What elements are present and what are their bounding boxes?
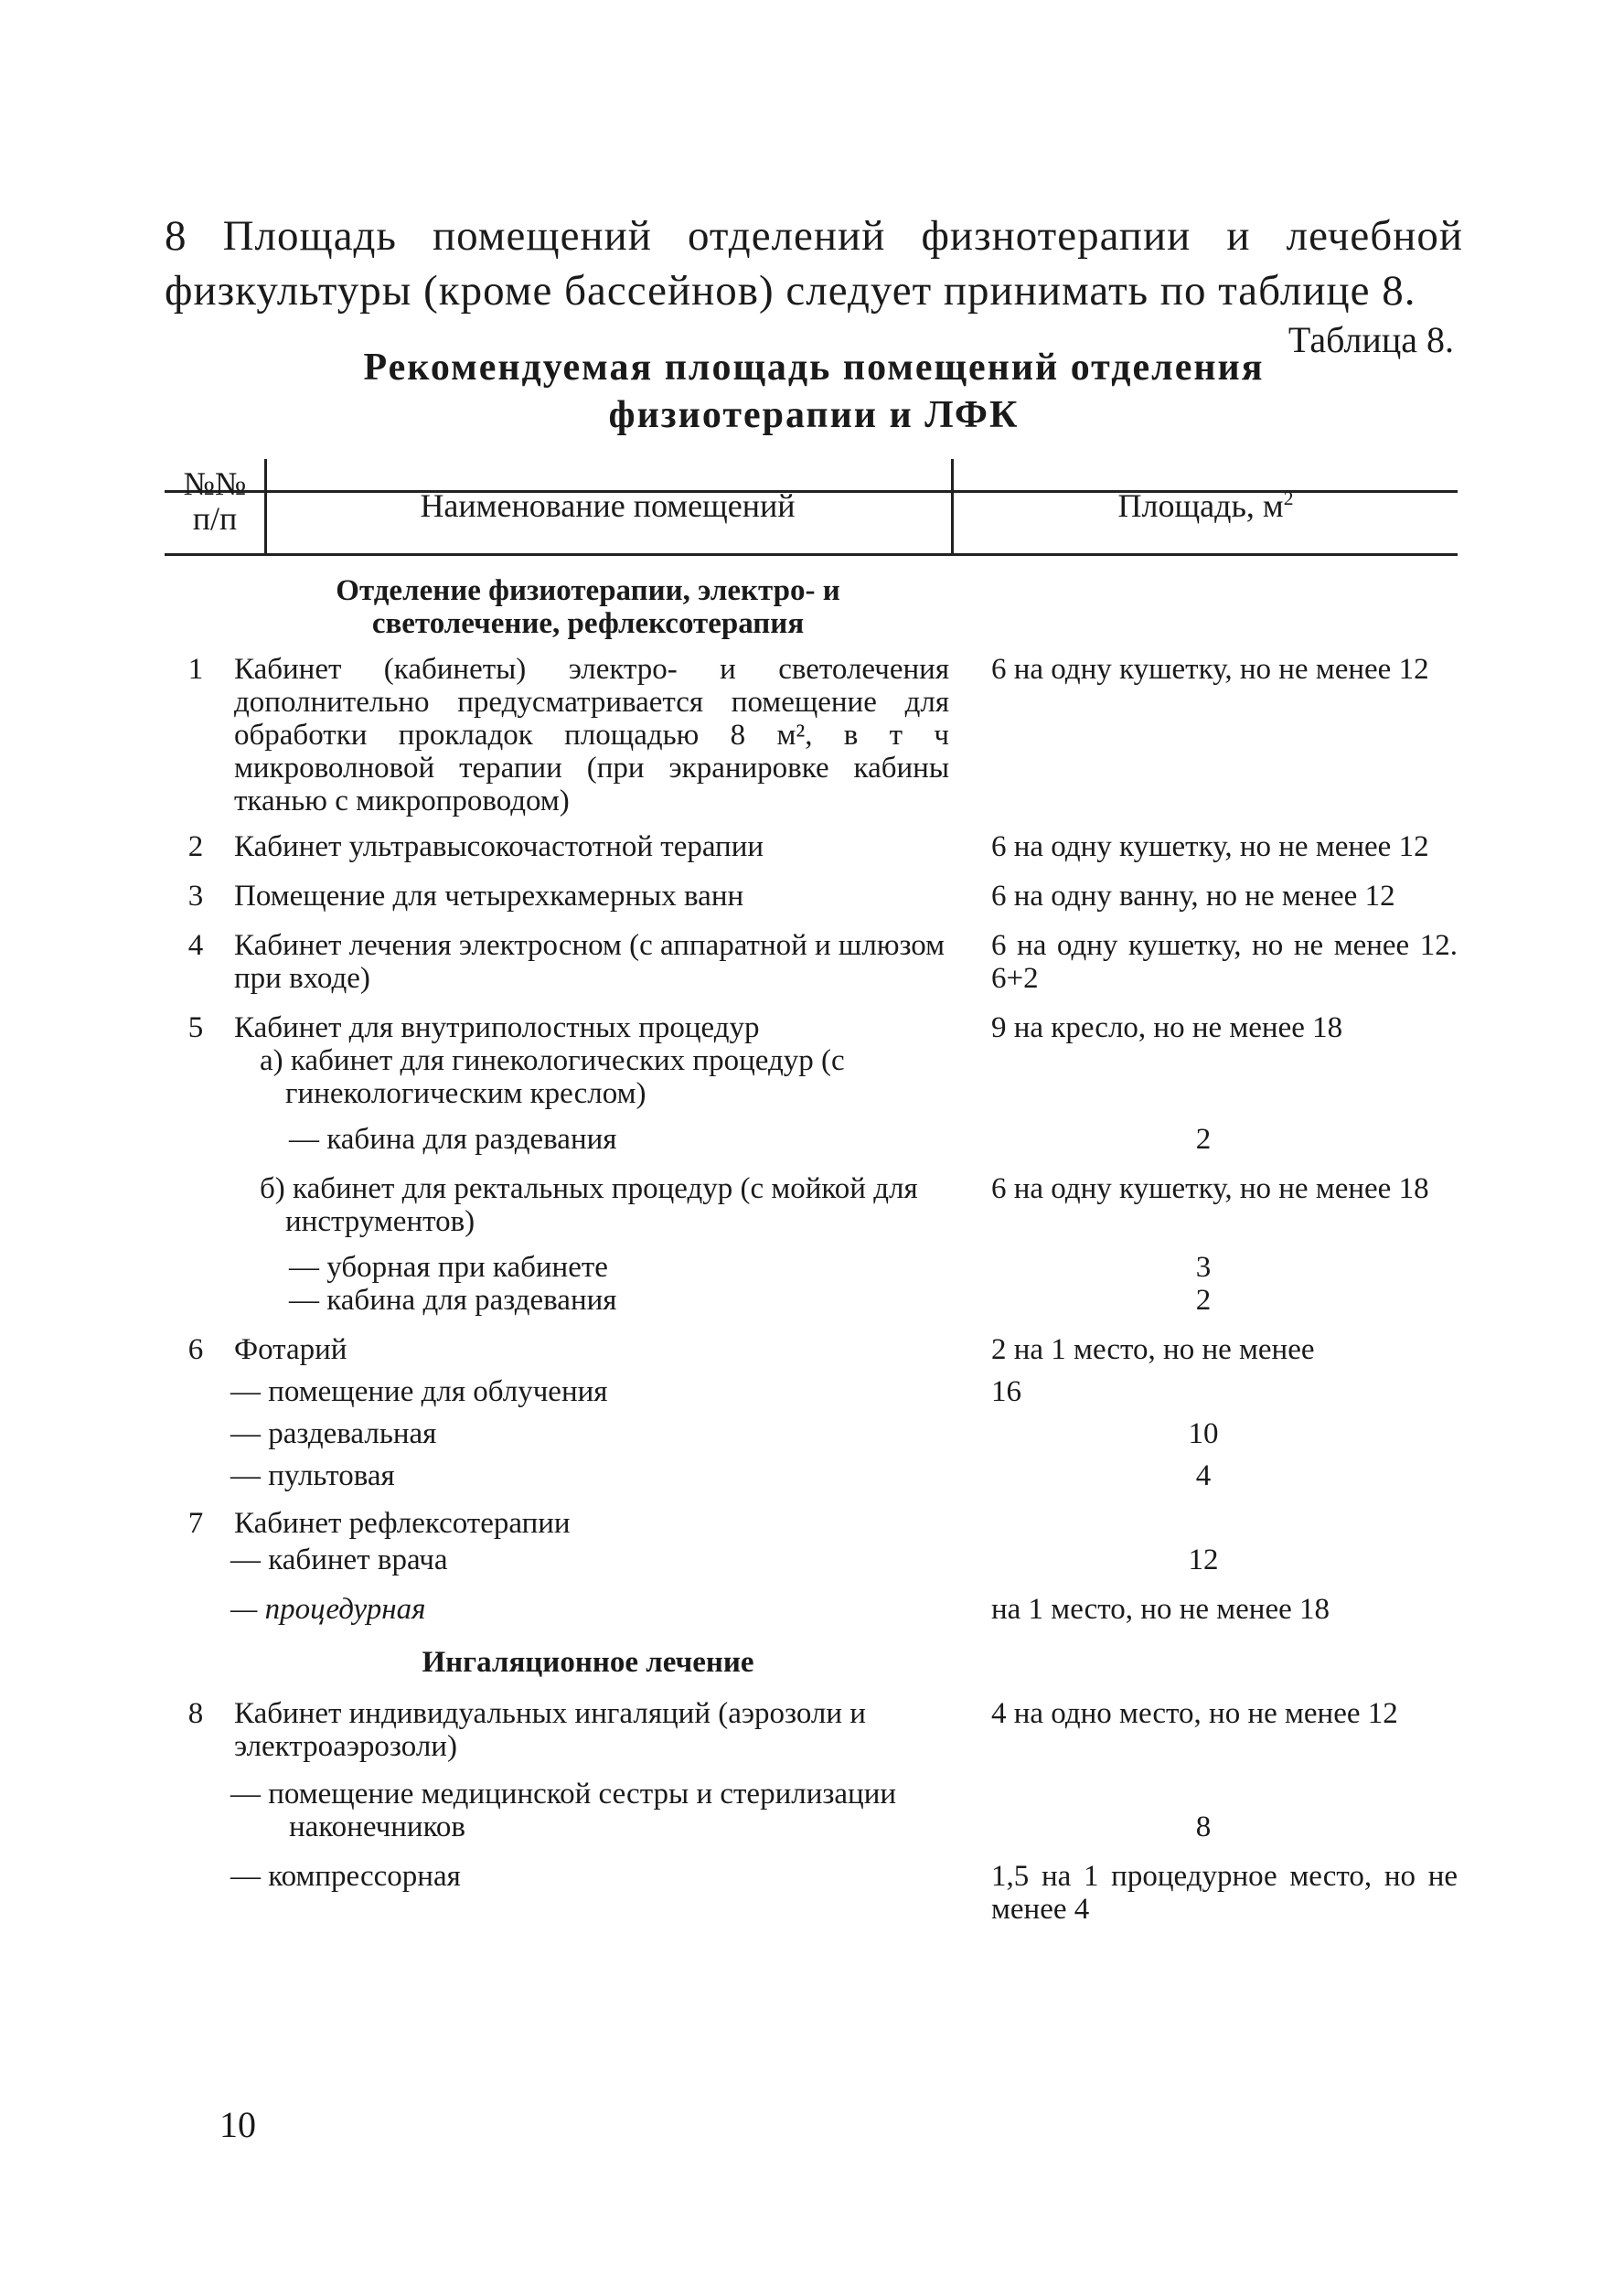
row-area: 6 на одну кушетку, но не менее 12. 6+2 (991, 929, 1458, 995)
row-name: Кабинет ультравысокочастотной терапии (234, 830, 764, 863)
row-name: — компрессорная (230, 1860, 461, 1893)
table-row (165, 1123, 1458, 1156)
table-title (165, 344, 1463, 439)
table-row (165, 1860, 1458, 1926)
row-area: 6 на одну ванну, но не менее 12 (991, 880, 1395, 913)
row-number: 1 (187, 653, 204, 686)
header-area (954, 488, 1458, 523)
row-number: 4 (187, 929, 204, 962)
table-row (165, 1459, 1458, 1492)
row-area: 8 (1195, 1811, 1212, 1843)
row-area: 6 на одну кушетку, но не менее 12 (991, 830, 1429, 863)
header-room-name: Наименование помещений (420, 487, 796, 524)
row-name: — кабинет врача (230, 1544, 448, 1576)
row-area: 4 (1195, 1459, 1212, 1492)
row-number: 8 (187, 1697, 204, 1730)
row-number: 6 (187, 1333, 204, 1366)
table-row (165, 1778, 1458, 1843)
table-row (165, 1544, 1458, 1576)
section-heading-inhalation: Ингаляционное лечение (422, 1646, 754, 1679)
table-header-rule (165, 553, 1458, 556)
table-row (165, 1507, 1458, 1540)
row-area: 12 (1188, 1544, 1219, 1576)
row-area: 3 (1195, 1251, 1212, 1284)
row-name: — уборная при кабинете (289, 1251, 608, 1284)
row-area: 6 на одну кушетку, но не менее 18 (991, 1172, 1429, 1205)
row-area: 16 (991, 1375, 1021, 1408)
intro-line-1: 8 Площадь помещений отделений физнотерапии и лечебной (165, 212, 1463, 260)
row-name: Кабинет рефлексотерапии (234, 1507, 571, 1540)
table-row (165, 1593, 1458, 1626)
table-body (165, 565, 1458, 1926)
row-name (227, 1011, 949, 1110)
section-heading-physio-line-1: Отделение физиотерапии, электро- и (336, 574, 840, 607)
table-row (165, 1697, 1458, 1763)
row-area: 2 на 1 место, но не менее (991, 1333, 1315, 1366)
intro-line-2: физкультуры (кроме бассейнов) следует принимать по таблице 8. (165, 267, 1416, 315)
table-row (165, 653, 1458, 817)
row-name: — пультовая (230, 1459, 395, 1492)
table-row (165, 1251, 1458, 1284)
table-row (165, 1417, 1458, 1450)
header-number (170, 466, 260, 536)
table-row (165, 1284, 1458, 1317)
row-name: — раздевальная (230, 1417, 437, 1450)
row-name-main: Кабинет для внутриполостных процедур (234, 1011, 760, 1044)
row-name: — помещение для облучения (230, 1375, 608, 1408)
row-name: Кабинет лечения электросном (с аппаратной и шлюзом при входе) (234, 929, 946, 995)
row-number: 5 (187, 1011, 204, 1044)
row-name: Помещение для четырехкамерных ванн (234, 880, 744, 913)
row-name: — кабина для раздевания (289, 1284, 617, 1317)
row-name: — кабина для раздевания (289, 1123, 617, 1156)
row-name: Кабинет (кабинеты) электро- и светолечения дополнительно предусматривается помещение для обработки прокладок площадью 8 м², в т ч микроволновой терапии (при экранировке кабины тканью с микропроводом) (234, 653, 949, 817)
table-row (165, 1333, 1458, 1366)
table-row (165, 880, 1458, 913)
row-area: 4 на одно место, но не менее 12 (991, 1697, 1398, 1730)
row-area: 2 (1195, 1284, 1212, 1317)
row-name: Фотарий (234, 1333, 347, 1366)
table-title-line-1: Рекомендуемая площадь помещений отделения (363, 347, 1265, 389)
header-area-label: Площадь, м (1117, 487, 1284, 524)
row-number: 7 (187, 1507, 204, 1540)
section-heading-physio (227, 574, 949, 640)
row-area: 6 на одну кушетку, но не менее 12 (991, 653, 1429, 686)
page-number: 10 (219, 2104, 256, 2145)
row-number: 2 (187, 830, 204, 863)
row-number: 3 (187, 880, 204, 913)
table-row (165, 1375, 1458, 1408)
row-area: 9 на кресло, но не менее 18 (991, 1011, 1343, 1044)
intro-paragraph (165, 208, 1463, 318)
table-row (165, 1011, 1458, 1110)
row-area: 1,5 на 1 процедурное место, но не менее 4 (991, 1860, 1458, 1926)
row-name: — помещение медицинской сестры и стерилизации наконечников (230, 1778, 897, 1843)
row-name: — процедурная (230, 1593, 426, 1626)
row-name: Кабинет индивидуальных ингаляций (аэрозоли и электроаэрозоли) (234, 1697, 866, 1763)
header-area-sup: 2 (1283, 487, 1294, 509)
table-title-line-2: физиотерапии и ЛФК (608, 394, 1020, 436)
table-row (165, 929, 1458, 995)
table-row (165, 830, 1458, 863)
table-row (165, 1172, 1458, 1238)
row-area: на 1 место, но не менее 18 (991, 1593, 1330, 1626)
header-number-line-2: п/п (192, 500, 238, 537)
row-name: б) кабинет для ректальных процедур (с мойкой для инструментов) (260, 1172, 918, 1238)
row-area: 10 (1188, 1417, 1219, 1450)
table-number: Таблица 8. (1287, 319, 1454, 360)
row-name-sub-a: а) кабинет для гинекологических процедур (с гинекологическим креслом) (260, 1044, 845, 1110)
header-number-line-1: №№ (183, 465, 247, 502)
section-heading-physio-line-2: светолечение, рефлексотерапия (371, 607, 805, 640)
row-area: 2 (1195, 1123, 1212, 1156)
